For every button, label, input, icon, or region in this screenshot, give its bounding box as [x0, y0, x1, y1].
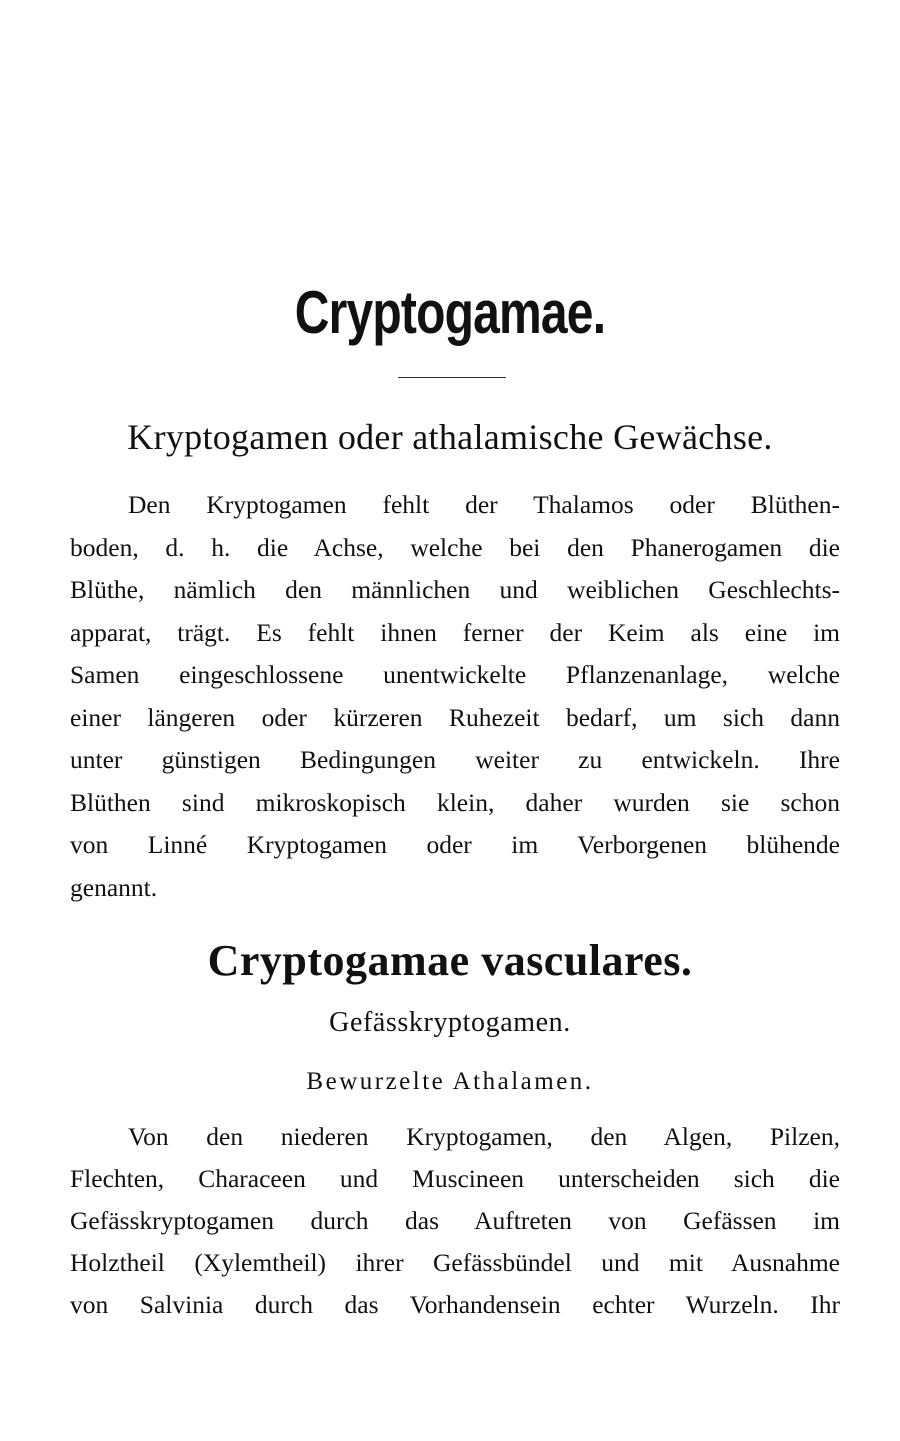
paragraph-line: Den Kryptogamen fehlt der Thalamos oder Blüthen- — [128, 490, 840, 519]
paragraph-intro — [70, 484, 840, 909]
title-divider — [398, 377, 506, 378]
paragraph-line: von Linné Kryptogamen oder im Verborgenen blühende — [70, 830, 840, 859]
paragraph-section — [70, 1116, 840, 1326]
paragraph-line: unter günstigen Bedingungen weiter zu entwickeln. Ihre — [70, 745, 840, 774]
paragraph-line: apparat, trägt. Es fehlt ihnen ferner der Keim als eine im — [70, 617, 840, 647]
paragraph-line: boden, d. h. die Achse, welche bei den Phanerogamen die — [70, 532, 840, 562]
paragraph-line: Blüthe, nämlich den männlichen und weiblichen Geschlechts- — [70, 575, 840, 604]
page-subtitle: Kryptogamen oder athalamische Gewächse. — [127, 417, 773, 457]
page-title: Cryptogamae. — [294, 279, 606, 346]
paragraph-line: Blüthen sind mikroskopisch klein, daher wurden sie schon — [70, 787, 840, 817]
section-subheading: Gefässkryptogamen. — [329, 1007, 571, 1038]
paragraph-line: Flechten, Characeen und Muscineen unterscheiden sich die — [70, 1164, 840, 1193]
paragraph-line: Von den niederen Kryptogamen, den Algen, Pilzen, — [128, 1122, 840, 1151]
paragraph-line: von Salvinia durch das Vorhandensein echter Wurzeln. Ihr — [70, 1290, 840, 1319]
section-subsubheading: Bewurzelte Athalamen. — [306, 1068, 594, 1095]
section-heading: Cryptogamae vasculares. — [207, 936, 693, 985]
paragraph-line: Holztheil (Xylemtheil) ihrer Gefässbündel und mit Ausnahme — [70, 1248, 840, 1277]
paragraph-line: einer längeren oder kürzeren Ruhezeit bedarf, um sich dann — [70, 702, 840, 732]
paragraph-line: Gefässkryptogamen durch das Auftreten von Gefässen im — [70, 1206, 840, 1235]
paragraph-line: genannt. — [70, 872, 158, 902]
paragraph-line: Samen eingeschlossene unentwickelte Pflanzenanlage, welche — [70, 660, 840, 689]
